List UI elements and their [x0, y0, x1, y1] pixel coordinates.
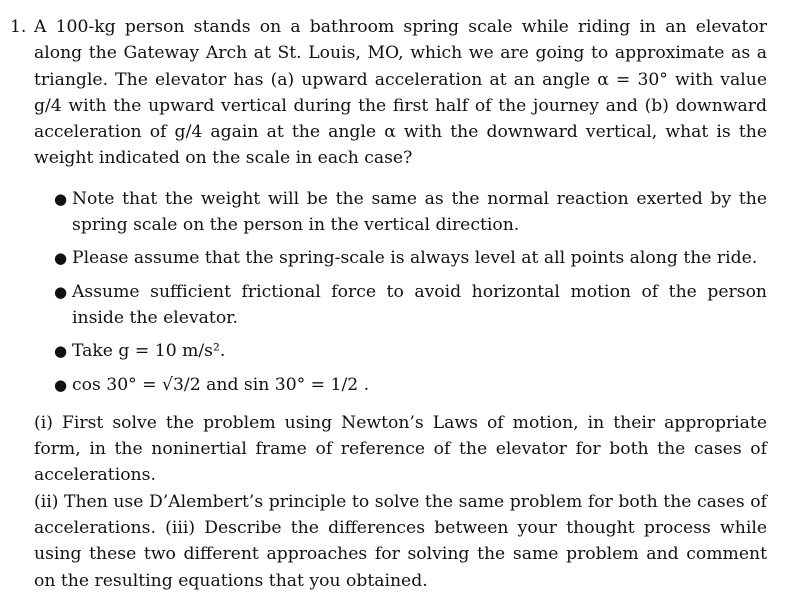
bullet-icon: ● — [54, 282, 68, 301]
task-text: (i) First solve the problem using Newton’s Laws of motion, in their appropriate form, in the noninertial frame of reference of the elevator for both the cases of accelerations. — [34, 412, 767, 486]
note-text: Take g = 10 m/s². — [72, 341, 226, 362]
bullet-icon: ● — [54, 375, 68, 394]
note-item — [34, 372, 767, 398]
note-text: cos 30° = √3/2 and sin 30° = 1/2 . — [72, 374, 370, 395]
note-item — [34, 186, 767, 239]
problem-number: 1. — [10, 17, 27, 37]
problem — [10, 14, 767, 594]
task-text: (ii) Then use D’Alembert’s principle to solve the same problem for both the cases of accelerations. (iii) Describe the differences between your thought process while using these two different approaches for solving the same problem and comment on the resulting equations that you obtained. — [34, 491, 767, 591]
problem-body — [34, 14, 767, 594]
note-text: Note that the weight will be the same as the normal reaction exerted by the spring scale on the person in the vertical direction. — [72, 188, 767, 236]
problem-statement: A 100-kg person stands on a bathroom spring scale while riding in an elevator along the Gateway Arch at St. Louis, MO, which we are going to approximate as a triangle. The elevator has (a) upward acceleration at an angle α = 30° with value g/4 with the upward vertical during the first half of the journey and (b) downward acceleration of g/4 again at the angle α with the downward vertical, what is the weight indicated on the scale in each case? — [34, 17, 767, 169]
bullet-icon: ● — [54, 342, 68, 361]
bullet-icon: ● — [54, 249, 68, 268]
note-text: Please assume that the spring-scale is always level at all points along the ride. — [72, 248, 758, 269]
notes-list — [34, 186, 767, 398]
bullet-icon: ● — [54, 189, 68, 208]
note-item — [34, 279, 767, 332]
note-text: Assume sufficient frictional force to avoid horizontal motion of the person inside the elevator. — [72, 281, 767, 328]
tasks — [34, 410, 767, 594]
note-item — [34, 338, 767, 364]
note-item — [34, 245, 767, 271]
